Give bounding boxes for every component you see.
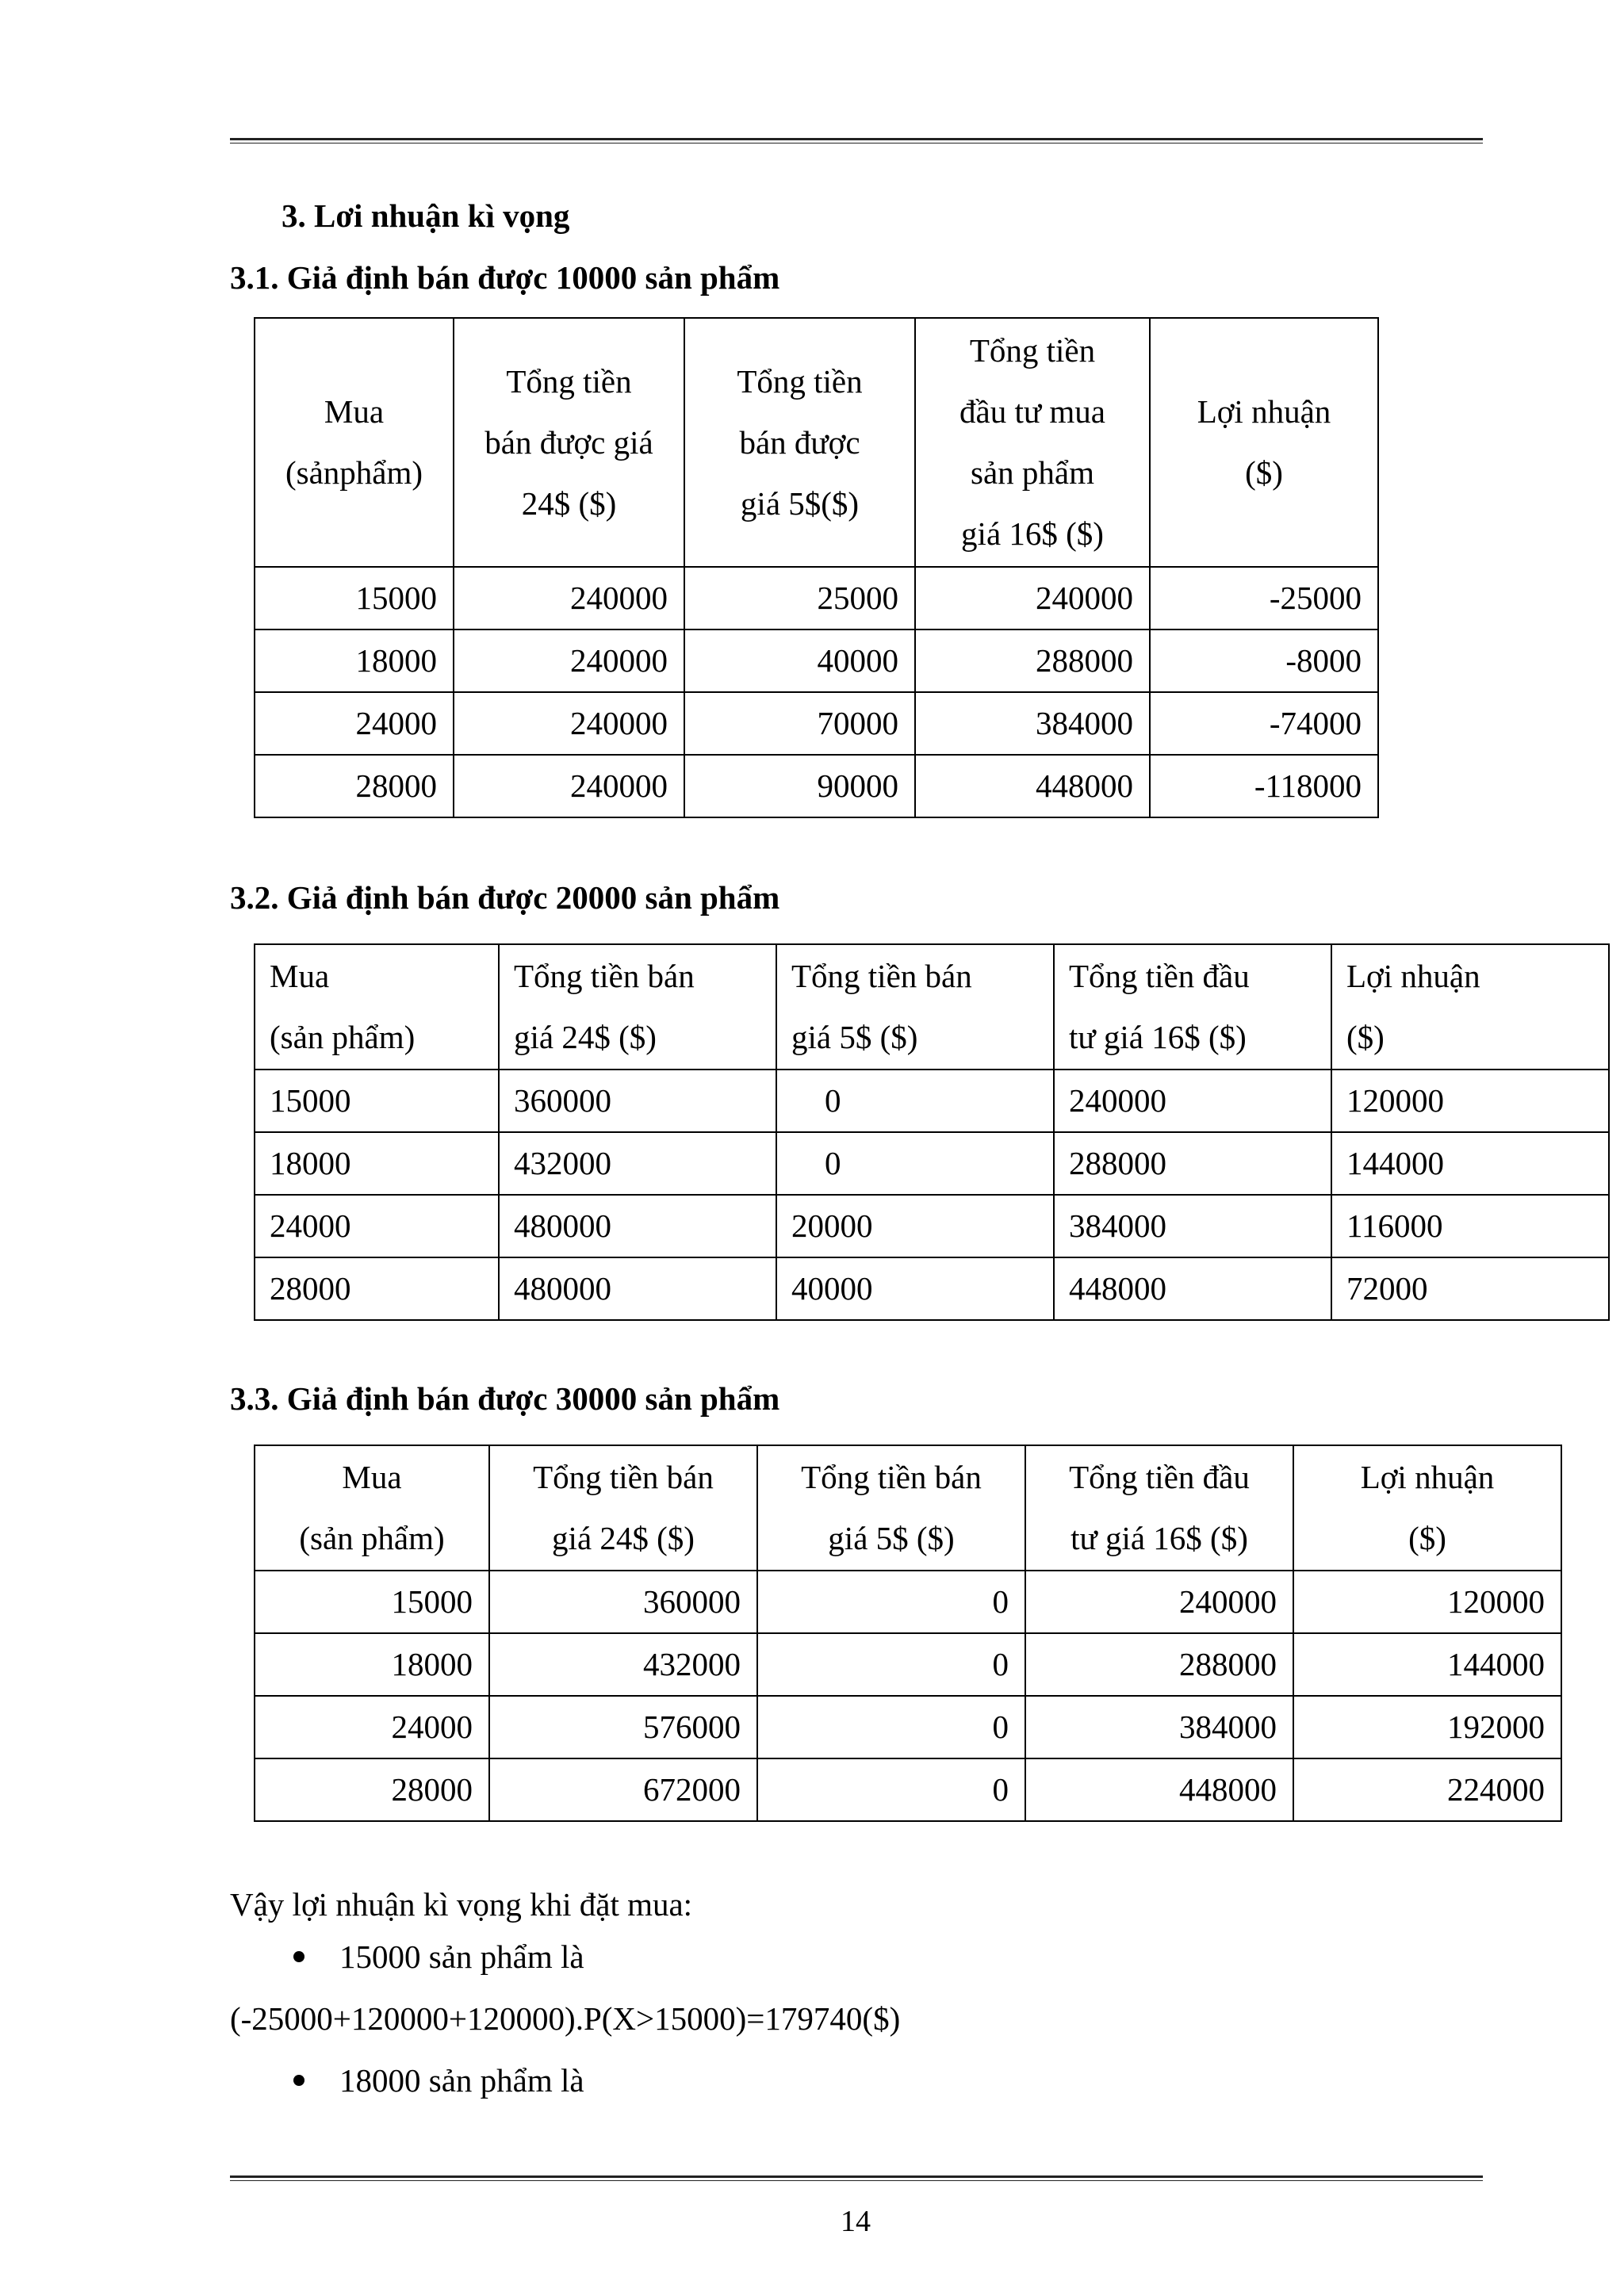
cell: 384000 — [1054, 1195, 1331, 1257]
cell: 360000 — [489, 1571, 757, 1633]
cell: 18000 — [255, 1132, 499, 1195]
cell: -74000 — [1150, 692, 1378, 755]
cell: 120000 — [1293, 1571, 1561, 1633]
cell: 240000 — [1054, 1070, 1331, 1132]
table-row — [255, 1696, 1561, 1758]
cell: 40000 — [684, 629, 915, 692]
profit-table-30000 — [254, 1445, 1562, 1822]
cell: 240000 — [454, 567, 684, 629]
header-cell-profit: Lợi nhuận ($) — [1150, 318, 1378, 567]
cell: 144000 — [1293, 1633, 1561, 1696]
bullet-item-18000: 18000 sản phẩm là — [339, 2062, 584, 2099]
cell: 40000 — [776, 1257, 1054, 1320]
cell: 24000 — [255, 1195, 499, 1257]
cell: 24000 — [255, 692, 454, 755]
cell: 0 — [757, 1758, 1025, 1821]
cell: 15000 — [255, 1571, 489, 1633]
cell: 90000 — [684, 755, 915, 817]
header-cell-profit: Lợi nhuận ($) — [1331, 944, 1609, 1070]
header-cell-revenue-24: Tổng tiền bán được giá 24$ ($) — [454, 318, 684, 567]
cell: 240000 — [454, 629, 684, 692]
footer-rule — [230, 2175, 1483, 2181]
header-cell-revenue-5: Tổng tiền bán giá 5$ ($) — [757, 1445, 1025, 1571]
bullet-icon — [293, 2075, 304, 2086]
cell: 480000 — [499, 1257, 776, 1320]
cell: 448000 — [1054, 1257, 1331, 1320]
cell: 120000 — [1331, 1070, 1609, 1132]
cell: 28000 — [255, 1257, 499, 1320]
cell: 672000 — [489, 1758, 757, 1821]
profit-table-10000 — [254, 317, 1379, 818]
cell: 0 — [757, 1696, 1025, 1758]
cell: 432000 — [489, 1633, 757, 1696]
table-header-row — [255, 944, 1609, 1070]
cell: 384000 — [1025, 1696, 1293, 1758]
header-cell-investment: Tổng tiền đầu tư mua sản phẩm giá 16$ ($) — [915, 318, 1150, 567]
cell: 18000 — [255, 1633, 489, 1696]
header-cell-revenue-24: Tổng tiền bán giá 24$ ($) — [489, 1445, 757, 1571]
cell: 15000 — [255, 1070, 499, 1132]
cell: 116000 — [1331, 1195, 1609, 1257]
table-row — [255, 1758, 1561, 1821]
header-cell-buy: Mua (sảnphẩm) — [255, 318, 454, 567]
table-row — [255, 692, 1378, 755]
table-row — [255, 1132, 1609, 1195]
cell: -8000 — [1150, 629, 1378, 692]
cell: 70000 — [684, 692, 915, 755]
cell: 18000 — [255, 629, 454, 692]
cell: 360000 — [499, 1070, 776, 1132]
cell: 72000 — [1331, 1257, 1609, 1320]
table-row — [255, 1070, 1609, 1132]
conclusion-text: Vậy lợi nhuận kì vọng khi đặt mua: — [230, 1886, 693, 1923]
cell: 20000 — [776, 1195, 1054, 1257]
table-row — [255, 567, 1378, 629]
cell: 24000 — [255, 1696, 489, 1758]
cell: 144000 — [1331, 1132, 1609, 1195]
subsection-title-1: 3.1. Giả định bán được 10000 sản phẩm — [230, 259, 780, 296]
formula-text: (-25000+120000+120000).P(X>15000)=179740($) — [230, 2000, 901, 2037]
table-row — [255, 755, 1378, 817]
bullet-icon — [293, 1951, 304, 1962]
bullet-item-15000: 15000 sản phẩm là — [339, 1938, 584, 1975]
cell: 240000 — [454, 692, 684, 755]
cell: 192000 — [1293, 1696, 1561, 1758]
cell: 448000 — [1025, 1758, 1293, 1821]
table-header-row — [255, 1445, 1561, 1571]
header-cell-revenue-24: Tổng tiền bán giá 24$ ($) — [499, 944, 776, 1070]
header-cell-investment: Tổng tiền đầu tư giá 16$ ($) — [1025, 1445, 1293, 1571]
header-cell-revenue-5: Tổng tiền bán được giá 5$($) — [684, 318, 915, 567]
table-row — [255, 629, 1378, 692]
header-cell-revenue-5: Tổng tiền bán giá 5$ ($) — [776, 944, 1054, 1070]
cell: 0 — [757, 1633, 1025, 1696]
cell: 288000 — [915, 629, 1150, 692]
subsection-title-3: 3.3. Giả định bán được 30000 sản phẩm — [230, 1380, 780, 1417]
header-rule — [230, 138, 1483, 144]
cell: 240000 — [1025, 1571, 1293, 1633]
subsection-title-2: 3.2. Giả định bán được 20000 sản phẩm — [230, 879, 780, 916]
cell: 288000 — [1025, 1633, 1293, 1696]
header-cell-buy: Mua (sản phẩm) — [255, 944, 499, 1070]
profit-table-20000 — [254, 943, 1610, 1321]
cell: 224000 — [1293, 1758, 1561, 1821]
table-row — [255, 1633, 1561, 1696]
table-row — [255, 1571, 1561, 1633]
cell: 384000 — [915, 692, 1150, 755]
cell: 288000 — [1054, 1132, 1331, 1195]
cell: 0 — [776, 1132, 1054, 1195]
table-row — [255, 1257, 1609, 1320]
cell: -118000 — [1150, 755, 1378, 817]
cell: 448000 — [915, 755, 1150, 817]
cell: 25000 — [684, 567, 915, 629]
table-header-row — [255, 318, 1378, 567]
header-cell-investment: Tổng tiền đầu tư giá 16$ ($) — [1054, 944, 1331, 1070]
page-number: 14 — [841, 2205, 871, 2238]
cell: 480000 — [499, 1195, 776, 1257]
cell: 28000 — [255, 755, 454, 817]
cell: -25000 — [1150, 567, 1378, 629]
header-cell-profit: Lợi nhuận ($) — [1293, 1445, 1561, 1571]
cell: 15000 — [255, 567, 454, 629]
cell: 576000 — [489, 1696, 757, 1758]
cell: 240000 — [454, 755, 684, 817]
cell: 0 — [757, 1571, 1025, 1633]
header-cell-buy: Mua (sản phẩm) — [255, 1445, 489, 1571]
cell: 28000 — [255, 1758, 489, 1821]
table-row — [255, 1195, 1609, 1257]
cell: 432000 — [499, 1132, 776, 1195]
cell: 0 — [776, 1070, 1054, 1132]
section-heading: 3. Lơi nhuận kì vọng — [282, 197, 570, 234]
cell: 240000 — [915, 567, 1150, 629]
